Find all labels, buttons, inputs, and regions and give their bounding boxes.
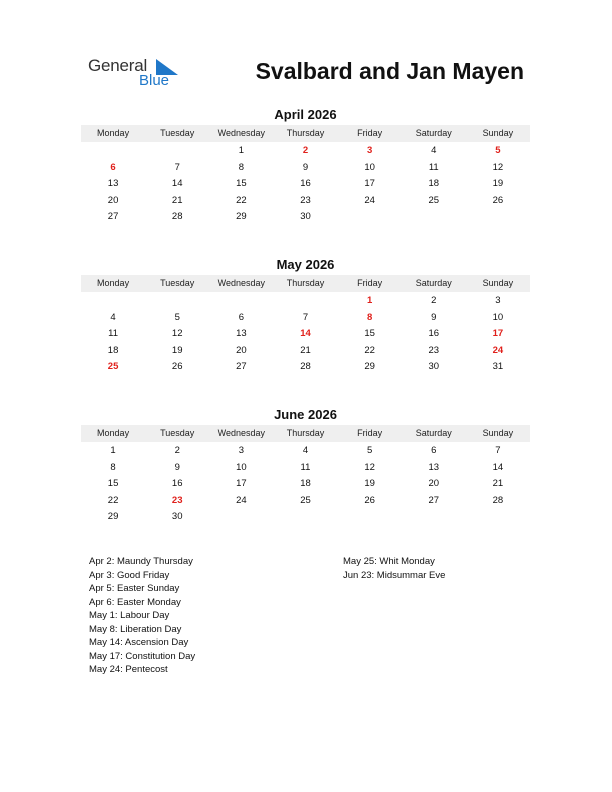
holiday-list-item: May 25: Whit Monday bbox=[343, 556, 435, 567]
day-cell: 27 bbox=[428, 494, 440, 506]
calendar-june bbox=[81, 407, 530, 526]
weekday-label-thursday: Thursday bbox=[286, 428, 325, 438]
day-cell: 28 bbox=[300, 361, 311, 373]
empty-day-cell bbox=[273, 293, 337, 310]
week-row bbox=[81, 476, 530, 493]
day-cell: 2 bbox=[174, 445, 180, 456]
week-row bbox=[81, 460, 530, 477]
day-cell: 3 bbox=[495, 295, 501, 306]
empty-day-cell bbox=[145, 143, 209, 160]
week-row bbox=[81, 343, 530, 360]
day-cell: 26 bbox=[492, 194, 504, 206]
day-cell: 22 bbox=[364, 344, 375, 356]
day-cell: 10 bbox=[492, 311, 504, 323]
holiday-list-item: May 1: Labour Day bbox=[89, 610, 170, 621]
week-row bbox=[81, 310, 530, 327]
day-cell: 29 bbox=[236, 211, 247, 223]
empty-day-cell bbox=[402, 209, 466, 226]
day-cell: 9 bbox=[431, 311, 437, 323]
weekday-label-thursday: Thursday bbox=[286, 128, 325, 138]
weekday-label-saturday: Saturday bbox=[415, 278, 452, 288]
day-cell: 26 bbox=[364, 494, 375, 506]
day-cell: 2 bbox=[302, 145, 309, 156]
day-cell: 10 bbox=[236, 461, 247, 473]
week-row bbox=[81, 509, 530, 526]
day-cell: 9 bbox=[302, 161, 309, 173]
day-cell: 6 bbox=[238, 311, 244, 323]
day-cell: 18 bbox=[428, 178, 440, 190]
day-cell: 24 bbox=[492, 344, 504, 356]
day-cell: 16 bbox=[171, 478, 183, 490]
day-cell: 24 bbox=[236, 494, 247, 506]
day-cell: 23 bbox=[300, 194, 311, 206]
month-title: April 2026 bbox=[274, 107, 337, 122]
day-cell: 20 bbox=[428, 478, 440, 490]
day-cell: 8 bbox=[110, 461, 116, 473]
day-cell: 14 bbox=[171, 178, 183, 190]
weekday-label-friday: Friday bbox=[357, 278, 383, 288]
day-cell: 17 bbox=[364, 178, 375, 190]
day-cell: 4 bbox=[431, 145, 437, 156]
week-row bbox=[81, 160, 530, 177]
weekday-label-sunday: Sunday bbox=[482, 128, 514, 138]
weekday-label-wednesday: Wednesday bbox=[217, 428, 266, 438]
day-cell: 26 bbox=[171, 361, 183, 373]
day-cell: 11 bbox=[300, 461, 311, 473]
holiday-list-item: Apr 6: Easter Monday bbox=[89, 596, 181, 608]
day-cell: 25 bbox=[300, 494, 311, 506]
weekday-label-thursday: Thursday bbox=[286, 278, 325, 288]
weekday-label-wednesday: Wednesday bbox=[217, 278, 266, 288]
day-cell: 13 bbox=[428, 461, 440, 473]
weekday-label-wednesday: Wednesday bbox=[217, 128, 266, 138]
day-cell: 25 bbox=[107, 361, 119, 373]
month-grid bbox=[81, 142, 530, 226]
day-cell: 16 bbox=[428, 328, 440, 340]
day-cell: 28 bbox=[492, 494, 504, 506]
day-cell: 23 bbox=[428, 344, 440, 356]
day-cell: 18 bbox=[300, 478, 311, 490]
weekday-label-saturday: Saturday bbox=[415, 128, 452, 138]
holiday-list-item: Apr 2: Maundy Thursday bbox=[89, 556, 193, 567]
day-cell: 8 bbox=[366, 311, 373, 323]
empty-day-cell bbox=[209, 293, 273, 310]
day-cell: 15 bbox=[107, 478, 119, 490]
day-cell: 14 bbox=[492, 461, 504, 473]
day-cell: 1 bbox=[110, 445, 116, 456]
weekday-label-friday: Friday bbox=[357, 128, 383, 138]
day-cell: 11 bbox=[428, 161, 439, 173]
month-grid bbox=[81, 292, 530, 376]
empty-day-cell bbox=[273, 509, 337, 526]
day-cell: 17 bbox=[236, 478, 247, 490]
empty-day-cell bbox=[338, 509, 402, 526]
day-cell: 22 bbox=[107, 494, 119, 506]
weekday-label-monday: Monday bbox=[97, 128, 130, 138]
logo-text-blue: Blue bbox=[139, 72, 170, 89]
page-title: Svalbard and Jan Mayen bbox=[255, 58, 524, 84]
weekday-label-tuesday: Tuesday bbox=[160, 428, 195, 438]
day-cell: 21 bbox=[492, 478, 504, 490]
week-row bbox=[81, 493, 530, 510]
logo-text-general: General bbox=[88, 56, 148, 75]
day-cell: 19 bbox=[171, 344, 183, 356]
day-cell: 1 bbox=[238, 145, 244, 156]
day-cell: 19 bbox=[364, 478, 375, 490]
day-cell: 5 bbox=[495, 145, 501, 156]
day-cell: 31 bbox=[492, 361, 504, 373]
empty-day-cell bbox=[402, 509, 466, 526]
day-cell: 7 bbox=[495, 445, 501, 456]
day-cell: 21 bbox=[171, 194, 183, 206]
week-row bbox=[81, 443, 530, 460]
day-cell: 17 bbox=[492, 328, 504, 340]
day-cell: 16 bbox=[300, 178, 311, 190]
holiday-list-item: Jun 23: Midsummar Eve bbox=[343, 569, 446, 581]
month-title: May 2026 bbox=[276, 257, 335, 272]
day-cell: 30 bbox=[300, 211, 311, 223]
empty-day-cell bbox=[466, 509, 530, 526]
day-cell: 24 bbox=[364, 194, 375, 206]
day-cell: 7 bbox=[302, 311, 309, 323]
day-cell: 20 bbox=[236, 344, 247, 356]
weekday-label-monday: Monday bbox=[97, 278, 130, 288]
day-cell: 13 bbox=[236, 328, 247, 340]
empty-day-cell bbox=[466, 209, 530, 226]
day-cell: 19 bbox=[492, 178, 504, 190]
generalblue-logo bbox=[88, 56, 188, 92]
calendar-may bbox=[81, 257, 530, 376]
empty-day-cell bbox=[145, 293, 209, 310]
week-row bbox=[81, 143, 530, 160]
day-cell: 2 bbox=[431, 295, 437, 306]
day-cell: 30 bbox=[428, 361, 440, 373]
holiday-list-column-2 bbox=[343, 555, 445, 582]
day-cell: 27 bbox=[236, 361, 247, 373]
day-cell: 4 bbox=[302, 445, 309, 456]
day-cell: 18 bbox=[107, 344, 119, 356]
week-row bbox=[81, 176, 530, 193]
weekday-label-sunday: Sunday bbox=[482, 278, 514, 288]
weekday-label-tuesday: Tuesday bbox=[160, 128, 195, 138]
day-cell: 25 bbox=[428, 194, 440, 206]
day-cell: 15 bbox=[364, 328, 375, 340]
day-cell: 5 bbox=[366, 445, 373, 456]
holiday-list-column-1 bbox=[89, 555, 195, 677]
holiday-list-item: Apr 3: Good Friday bbox=[89, 569, 170, 581]
weekday-header bbox=[81, 275, 530, 292]
day-cell: 14 bbox=[300, 328, 311, 340]
holiday-list-item: May 14: Ascension Day bbox=[89, 637, 189, 648]
week-row bbox=[81, 293, 530, 310]
day-cell: 11 bbox=[108, 328, 118, 340]
day-cell: 6 bbox=[110, 161, 116, 173]
week-row bbox=[81, 359, 530, 376]
day-cell: 23 bbox=[171, 494, 183, 506]
day-cell: 4 bbox=[110, 311, 116, 323]
day-cell: 15 bbox=[236, 178, 247, 190]
weekday-label-monday: Monday bbox=[97, 428, 130, 438]
day-cell: 22 bbox=[236, 194, 247, 206]
weekday-header bbox=[81, 125, 530, 142]
day-cell: 29 bbox=[364, 361, 375, 373]
holiday-list-item: Apr 5: Easter Sunday bbox=[89, 583, 180, 594]
empty-day-cell bbox=[81, 143, 145, 160]
weekday-header bbox=[81, 425, 530, 442]
day-cell: 5 bbox=[174, 311, 180, 323]
weekday-label-sunday: Sunday bbox=[482, 428, 514, 438]
day-cell: 6 bbox=[431, 445, 437, 456]
week-row bbox=[81, 193, 530, 210]
week-row bbox=[81, 326, 530, 343]
month-title: June 2026 bbox=[274, 407, 337, 422]
day-cell: 12 bbox=[364, 461, 375, 473]
day-cell: 29 bbox=[107, 511, 119, 523]
week-row bbox=[81, 209, 530, 226]
weekday-label-friday: Friday bbox=[357, 428, 383, 438]
day-cell: 8 bbox=[238, 161, 244, 173]
day-cell: 10 bbox=[364, 161, 375, 173]
empty-day-cell bbox=[338, 209, 402, 226]
weekday-label-saturday: Saturday bbox=[415, 428, 452, 438]
day-cell: 28 bbox=[171, 211, 183, 223]
day-cell: 12 bbox=[171, 328, 183, 340]
calendar-april bbox=[81, 107, 530, 226]
day-cell: 7 bbox=[174, 161, 180, 173]
weekday-label-tuesday: Tuesday bbox=[160, 278, 195, 288]
holiday-list-item: May 24: Pentecost bbox=[89, 664, 168, 675]
day-cell: 3 bbox=[366, 145, 373, 156]
empty-day-cell bbox=[81, 293, 145, 310]
day-cell: 1 bbox=[366, 295, 373, 306]
day-cell: 20 bbox=[107, 194, 119, 206]
month-grid bbox=[81, 442, 530, 526]
day-cell: 3 bbox=[238, 445, 244, 456]
day-cell: 30 bbox=[171, 511, 183, 523]
holiday-list-item: May 8: Liberation Day bbox=[89, 623, 182, 635]
day-cell: 12 bbox=[492, 161, 504, 173]
day-cell: 13 bbox=[107, 178, 119, 190]
day-cell: 9 bbox=[174, 461, 180, 473]
empty-day-cell bbox=[209, 509, 273, 526]
day-cell: 21 bbox=[300, 344, 311, 356]
day-cell: 27 bbox=[107, 211, 119, 223]
holiday-list-item: May 17: Constitution Day bbox=[89, 650, 196, 662]
